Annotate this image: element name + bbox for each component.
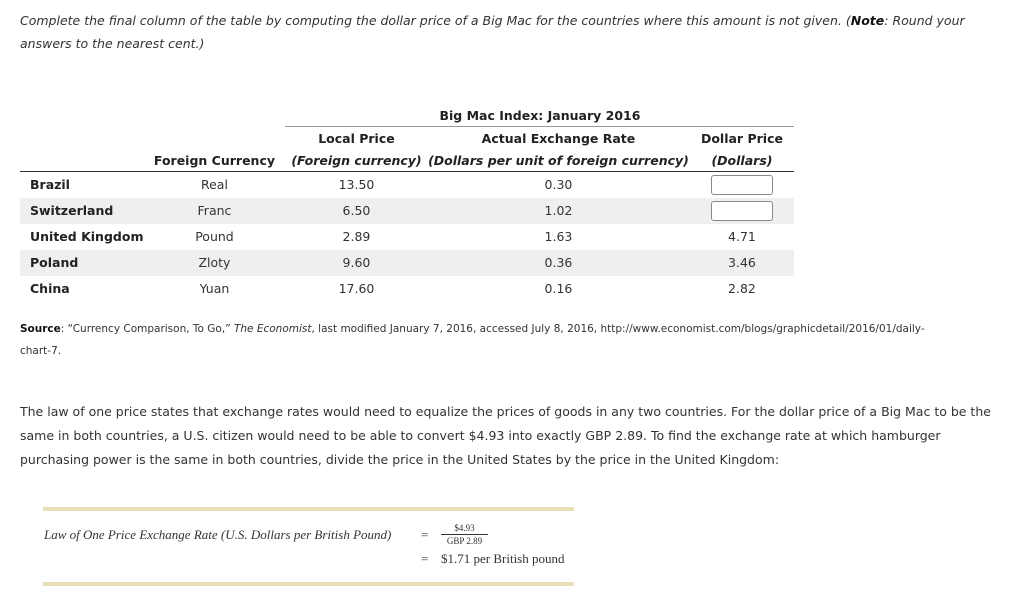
- exchange-rate: 1.63: [544, 229, 573, 244]
- dollar-price: 3.46: [689, 250, 794, 276]
- local-price: 2.89: [342, 229, 371, 244]
- source-text-after: , last modified January 7, 2016, accessed July 8, 2016, http://www.economist.com/blogs/graphicdetail/2016/01/daily-chart-7.: [20, 323, 925, 357]
- law-of-one-price-paragraph: The law of one price states that exchange rates would need to equalize the prices of goods in any two countries. For the dollar price of a Big Mac to be the same in both countries, a U.S. citizen would need to be able to convert $4.93 into exactly GBP 2.89. To find the exchange rate at which hamburger purchasing power is the same in both countries, divide the price in the United States by the price in the United Kingdom:: [20, 404, 991, 467]
- dollar-price-cell: [689, 198, 794, 224]
- col-currency-header: Foreign Currency: [143, 149, 285, 172]
- exchange-rate: 0.36: [427, 250, 689, 276]
- exchange-rate: 0.30: [544, 177, 573, 193]
- local-price: 6.50: [285, 198, 427, 224]
- formula-denominator: GBP 2.89: [446, 536, 483, 546]
- country-name: Poland: [20, 250, 143, 276]
- formula-equals-sign: =: [421, 551, 429, 566]
- source-publication: The Economist: [233, 323, 312, 335]
- col-local-price-unit: (Foreign currency): [285, 149, 427, 172]
- currency-name: Yuan: [199, 281, 230, 296]
- table-row: [20, 276, 794, 302]
- col-dollar-unit: (Dollars): [689, 149, 794, 172]
- formula-bottom-rule: [43, 582, 574, 586]
- country-name: Switzerland: [20, 198, 143, 224]
- col-rate-unit: (Dollars per unit of foreign currency): [427, 149, 689, 172]
- source-citation: [20, 318, 940, 362]
- note-text: : Round your answers to the nearest cent.): [20, 13, 965, 51]
- note-label: Note: [850, 13, 885, 28]
- currency-name: Franc: [143, 198, 285, 224]
- dollar-price: 4.71: [728, 229, 756, 244]
- table-row: [20, 198, 794, 224]
- instructions: [20, 9, 1000, 55]
- local-price: 17.60: [338, 281, 375, 296]
- currency-name: Zloty: [143, 250, 285, 276]
- formula-equals-sign: =: [421, 527, 429, 542]
- country-name: China: [30, 281, 70, 296]
- dollar-price-cell: [689, 172, 794, 198]
- table-row: [20, 224, 794, 250]
- table-row: [20, 250, 794, 276]
- currency-name: Real: [200, 177, 228, 193]
- exchange-rate: 0.16: [544, 281, 573, 296]
- source-text-before: : “Currency Comparison, To Go,”: [60, 323, 234, 335]
- col-rate-header: Actual Exchange Rate: [481, 130, 636, 146]
- big-mac-table: [20, 104, 794, 302]
- dollar-price-input-switzerland[interactable]: [711, 201, 773, 221]
- local-price: 13.50: [338, 177, 375, 193]
- dollar-price-input-brazil[interactable]: [711, 175, 773, 195]
- currency-name: Pound: [195, 229, 234, 244]
- col-dollar-header: Dollar Price: [700, 130, 783, 146]
- group-header: Big Mac Index: January 2016: [285, 104, 794, 127]
- formula-top-rule: [43, 507, 574, 511]
- local-price: 9.60: [285, 250, 427, 276]
- formula-result: $1.71 per British pound: [441, 551, 565, 566]
- exchange-rate: 1.02: [427, 198, 689, 224]
- source-label: Source: [20, 323, 61, 335]
- formula-fraction: [441, 523, 488, 546]
- instructions-main: Complete the final column of the table by computing the dollar price of a Big Mac for the countries where this amount is not given. (: [20, 13, 851, 28]
- dollar-price: 2.82: [728, 281, 756, 296]
- formula-numerator: $4.93: [441, 523, 488, 535]
- country-name: United Kingdom: [30, 229, 144, 244]
- formula-label: Law of One Price Exchange Rate (U.S. Dollars per British Pound): [44, 527, 392, 542]
- country-name: Brazil: [30, 177, 70, 193]
- col-local-price-header: Local Price: [318, 130, 395, 146]
- table-row: [20, 172, 794, 198]
